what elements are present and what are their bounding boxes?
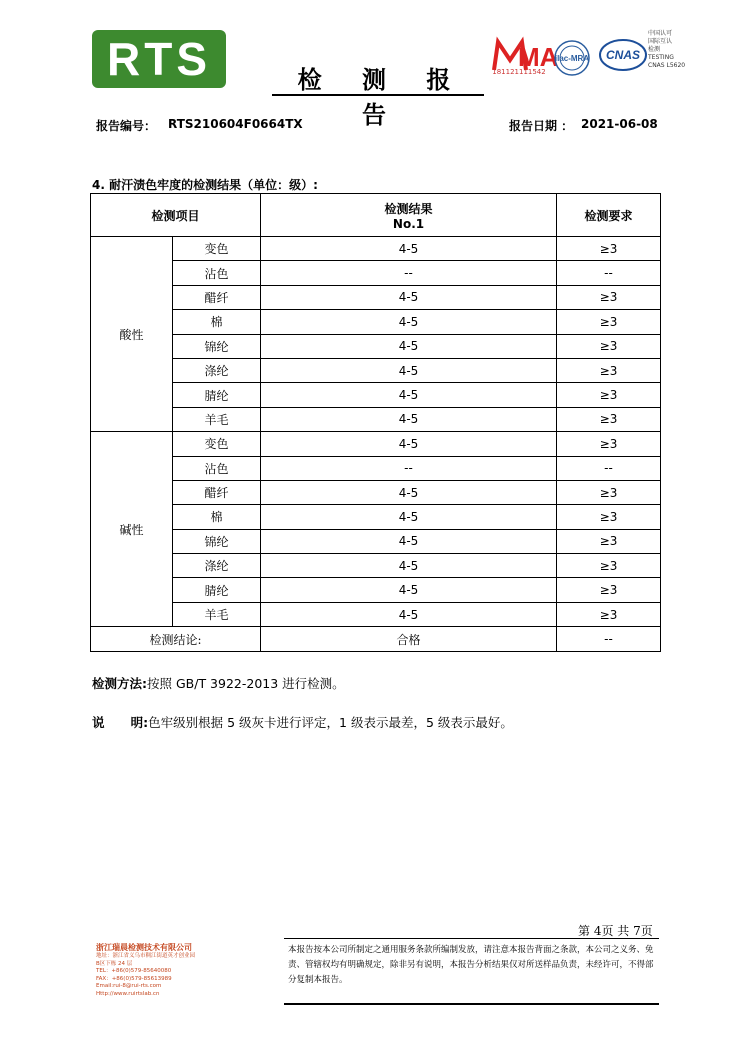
requirement-value: ≥3 <box>557 310 661 334</box>
test-item: 锦纶 <box>173 334 261 358</box>
cnas-logo-icon <box>598 34 648 76</box>
remark-label: 说 明: <box>92 715 149 730</box>
result-value: 4-5 <box>261 407 557 431</box>
requirement-value: ≥3 <box>557 237 661 261</box>
conclusion-row <box>91 627 661 652</box>
table-row <box>91 529 661 553</box>
report-number: RTS210604F0664TX <box>168 117 303 131</box>
page-title: 检 测 报 告 <box>297 66 467 129</box>
company-line: Http://www.ruirtslab.cn <box>96 990 160 997</box>
table-row <box>91 505 661 529</box>
result-value: 4-5 <box>261 237 557 261</box>
requirement-value: ≥3 <box>557 554 661 578</box>
test-item: 涤纶 <box>173 554 261 578</box>
result-value: 4-5 <box>261 554 557 578</box>
table-row <box>91 285 661 309</box>
requirement-value: -- <box>557 261 661 285</box>
requirement-value: ≥3 <box>557 602 661 626</box>
requirement-value: ≥3 <box>557 480 661 504</box>
table-header-row <box>91 194 661 237</box>
report-date: 2021-06-08 <box>581 117 658 131</box>
header-result: 检测结果 No.1 <box>261 194 557 237</box>
table-row <box>91 261 661 285</box>
result-value: 4-5 <box>261 383 557 407</box>
test-item: 腈纶 <box>173 383 261 407</box>
test-item: 醋纤 <box>173 480 261 504</box>
test-item: 棉 <box>173 310 261 334</box>
footer-divider-bottom <box>284 1003 659 1005</box>
footer-disclaimer: 本报告按本公司所制定之通用服务条款所编制发放，请注意本报告背面之条款，本公司之义务、免责、管辖权均有明确规定，除非另有说明，本报告分析结果仅对所送样品负责，未经许可，不得部分复制本报告。 <box>288 945 654 985</box>
requirement-value: ≥3 <box>557 432 661 456</box>
requirement-value: ≥3 <box>557 334 661 358</box>
company-line: FAX：+86(0)579-85613989 <box>96 975 172 982</box>
company-info <box>96 942 266 998</box>
table-row <box>91 578 661 602</box>
table-row <box>91 358 661 382</box>
requirement-value: ≥3 <box>557 407 661 431</box>
test-item: 羊毛 <box>173 407 261 431</box>
table-row <box>91 407 661 431</box>
result-value: 4-5 <box>261 432 557 456</box>
page-number: 第 4页 共 7页 <box>578 924 653 938</box>
conclusion-value: 合格 <box>261 627 557 652</box>
group-acid: 酸性 <box>91 237 173 432</box>
test-item: 沾色 <box>173 456 261 480</box>
table-row <box>91 334 661 358</box>
result-value: 4-5 <box>261 358 557 382</box>
test-method-label: 检测方法: <box>92 676 147 691</box>
test-item: 变色 <box>173 432 261 456</box>
test-item: 变色 <box>173 237 261 261</box>
table-row <box>91 432 661 456</box>
test-item: 醋纤 <box>173 285 261 309</box>
cnas-caption: 中国认可 国际互认 检测 TESTING CNAS L5620 <box>648 30 686 69</box>
conclusion-requirement: -- <box>557 627 661 652</box>
header-requirement: 检测要求 <box>557 194 661 237</box>
requirement-value: ≥3 <box>557 505 661 529</box>
result-value: 4-5 <box>261 529 557 553</box>
table-row <box>91 480 661 504</box>
table-row <box>91 383 661 407</box>
result-value: 4-5 <box>261 334 557 358</box>
title-underline <box>272 94 484 96</box>
requirement-value: ≥3 <box>557 358 661 382</box>
requirement-value: ≥3 <box>557 285 661 309</box>
result-value: 4-5 <box>261 285 557 309</box>
ilac-mra-text: ilac-MRA <box>554 54 590 63</box>
requirement-value: ≥3 <box>557 578 661 602</box>
company-name: 浙江瑞晨检测技术有限公司 <box>96 943 192 952</box>
results-table <box>90 193 661 652</box>
test-item: 羊毛 <box>173 602 261 626</box>
result-value: -- <box>261 261 557 285</box>
section-title: 4. 耐汗渍色牢度的检测结果（单位：级）: <box>92 178 318 192</box>
table-row <box>91 554 661 578</box>
test-method <box>92 674 345 692</box>
cma-number: 181121111542 <box>492 68 546 76</box>
result-value: 4-5 <box>261 480 557 504</box>
remark <box>92 713 513 731</box>
table-row <box>91 456 661 480</box>
requirement-value: ≥3 <box>557 383 661 407</box>
header-test-item: 检测项目 <box>91 194 261 237</box>
result-value: 4-5 <box>261 310 557 334</box>
test-method-text: 按照 GB/T 3922-2013 进行检测。 <box>147 676 345 691</box>
company-line: B区下栋 24 层 <box>96 960 133 967</box>
requirement-value: -- <box>557 456 661 480</box>
footer-divider-top <box>284 938 659 939</box>
test-item: 棉 <box>173 505 261 529</box>
company-line: 地址：浙江省义乌市稠江街道英才创业园 <box>96 953 196 959</box>
table-row <box>91 602 661 626</box>
result-value: -- <box>261 456 557 480</box>
test-item: 腈纶 <box>173 578 261 602</box>
group-alkaline: 碱性 <box>91 432 173 627</box>
result-value: 4-5 <box>261 602 557 626</box>
requirement-value: ≥3 <box>557 529 661 553</box>
test-item: 涤纶 <box>173 358 261 382</box>
test-item: 锦纶 <box>173 529 261 553</box>
result-value: 4-5 <box>261 578 557 602</box>
logo-text: RTS <box>107 33 211 85</box>
table-row <box>91 310 661 334</box>
table-row <box>91 237 661 261</box>
company-line: Email:rui-8@rui-rts.com <box>96 983 162 989</box>
report-date-label: 报告日期 ： <box>509 119 574 133</box>
ilac-mra-icon <box>548 38 596 78</box>
remark-text: 色牢级别根据 5 级灰卡进行评定，1 级表示最差，5 级表示最好。 <box>148 715 513 730</box>
cma-mark-text: MA <box>518 42 559 72</box>
report-number-label: 报告编号： <box>96 119 157 133</box>
cnas-logo-text: CNAS <box>605 48 641 62</box>
result-value: 4-5 <box>261 505 557 529</box>
test-item: 沾色 <box>173 261 261 285</box>
conclusion-label: 检测结论: <box>91 627 261 652</box>
company-line: TEL：+86(0)579-85640080 <box>96 968 172 974</box>
